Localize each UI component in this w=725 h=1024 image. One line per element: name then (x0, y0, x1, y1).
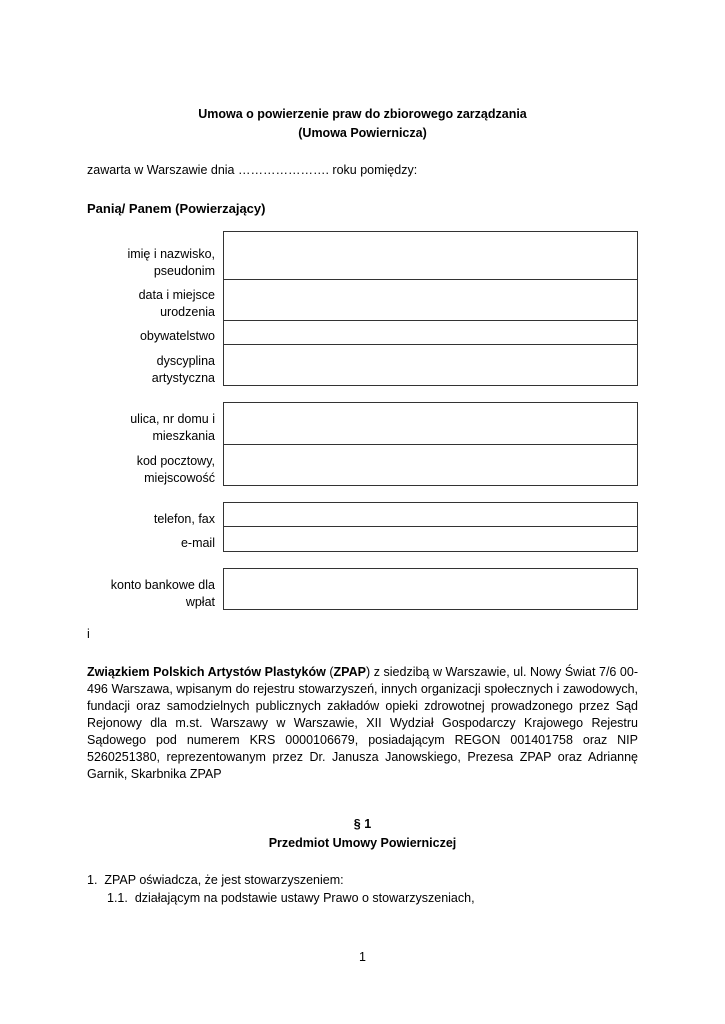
section-title: Przedmiot Umowy Powierniczej (268, 836, 457, 850)
document-title: Umowa o powierzenie praw do zbiorowego zarządzania (198, 107, 527, 121)
label-street: ulica, nr domu i mieszkania (130, 412, 215, 443)
label-phone: telefon, fax (153, 512, 215, 526)
zpap-abbr: ZPAP (333, 665, 366, 679)
section-number: § 1 (353, 817, 372, 831)
discipline-input-cell[interactable] (224, 345, 637, 385)
zpap-description: ) z siedzibą w Warszawie, ul. Nowy Świat 7/6 00-496 Warszawa, wpisanym do rejestru stowarzyszeń, innych organizacji społecznych i zawodowych, fundacji oraz samodzielnych publicznych zakładów opieki zdrowotnej prowadzonego przez Sąd Rejonowy dla m.st. Warszawy w Warszawie, XII Wydział Gospodarczy Krajowego Rejestru Sądowego pod numerem KRS 0000106679, posiadającym REGON 001401758 oraz NIP 5260251380, reprezentowanym przez Dr. Janusza Janowskiego, Prezesa ZPAP oraz Adriannę Garnik, Skarbnika ZPAP (87, 665, 638, 781)
party1-heading: Panią/ Panem (Powierzający) (87, 201, 266, 216)
document-subtitle: (Umowa Powiernicza) (298, 126, 427, 140)
label-citizenship: obywatelstwo (139, 329, 215, 343)
list-item (87, 873, 344, 887)
postal-input-cell[interactable] (224, 445, 637, 485)
label-email: e-mail (180, 536, 215, 550)
sub-list-item-number: 1.1. (107, 891, 128, 905)
zpap-name: Związkiem Polskich Artystów Plastyków (87, 665, 326, 679)
phone-input-cell[interactable] (224, 503, 637, 527)
label-bank: konto bankowe dla wpłat (110, 578, 215, 609)
label-birth: data i miejsce urodzenia (138, 288, 215, 319)
list-item-text: ZPAP oświadcza, że jest stowarzyszeniem: (104, 873, 344, 887)
bank-box (223, 568, 638, 610)
contact-box (223, 502, 638, 552)
page-number: 1 (359, 950, 366, 964)
personal-data-box (223, 231, 638, 386)
sub-list-item-text: działającym na podstawie ustawy Prawo o stowarzyszeniach, (134, 891, 475, 905)
list-item-number: 1. (87, 873, 98, 887)
citizenship-input-cell[interactable] (224, 321, 637, 345)
label-postal: kod pocztowy, miejscowość (136, 454, 215, 485)
zpap-abbr-open: ( (325, 665, 334, 679)
sub-list-item (107, 891, 475, 905)
label-discipline: dyscyplina artystyczna (151, 354, 215, 385)
address-box (223, 402, 638, 486)
intro-text: zawarta w Warszawie dnia …………………. roku pomiędzy: (87, 163, 418, 177)
email-input-cell[interactable] (224, 527, 637, 551)
street-input-cell[interactable] (224, 403, 637, 445)
name-input-cell[interactable] (224, 232, 637, 280)
zpap-paragraph (87, 664, 638, 783)
label-name: imię i nazwisko, pseudonim (127, 247, 215, 278)
birth-input-cell[interactable] (224, 280, 637, 321)
bank-input-cell[interactable] (224, 569, 637, 609)
conjunction-text: i (87, 627, 90, 641)
